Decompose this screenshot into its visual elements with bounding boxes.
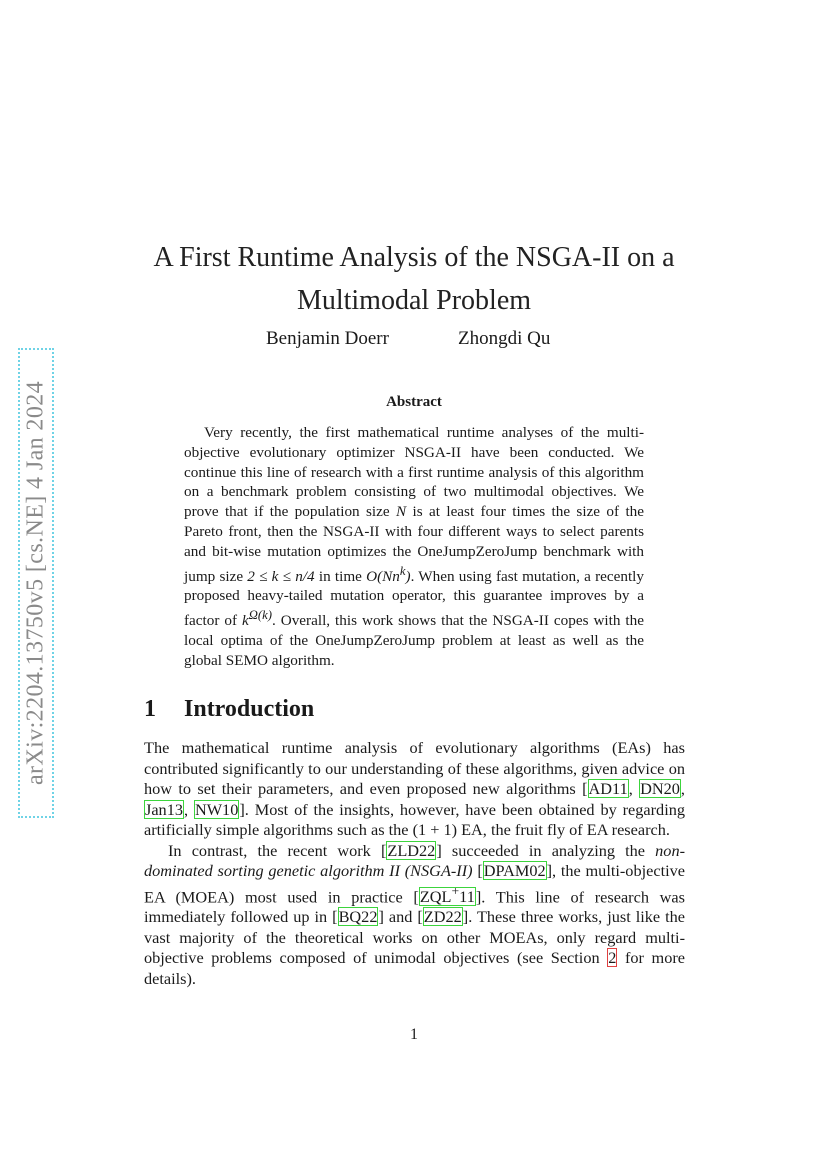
section-number: 1 xyxy=(144,696,156,722)
title-line-2: Multimodal Problem xyxy=(296,285,532,316)
citation-link[interactable]: ZD22 xyxy=(423,907,462,927)
section-title: Introduction xyxy=(184,696,315,722)
author-name: Benjamin Doerr xyxy=(266,328,389,349)
arxiv-identifier-stamp[interactable] xyxy=(18,348,54,818)
body-text xyxy=(144,738,685,989)
title-line-1: A First Runtime Analysis of the NSGA-II on a xyxy=(153,242,675,273)
abstract-heading: Abstract xyxy=(386,394,442,410)
math-population-size: N xyxy=(396,503,407,521)
math-jump-size: 2 ≤ k ≤ n/4 xyxy=(247,567,315,585)
citation-link[interactable]: AD11 xyxy=(588,779,628,798)
abstract-text: Very recently, the first mathematical runtime analyses of the multi-objective evolutionary optimizer NSGA-II have been conducted. We continue this line of research with a first runtime analysis of this algorithm on a benchmark problem consisting of two multimodal objectives. We prove that if the population size N is at least four times the size of the Pareto front, then the NSGA-II with four different ways to select parents and bit-wise mutation optimizes the OneJumpZeroJump benchmark with jump size 2 ≤ k ≤ n/4 in time O(Nn$^k$). When using fast mutation, a recently proposed heavy-tailed mutation operator, this guarantee improves by a factor of $k^{\Omega(k)}$. Overall, this work shows that the NSGA-II copes with the local optima of the OneJumpZeroJump problem at least as well as the global SEMO algorithm. xyxy=(184,424,644,669)
author-name: Zhongdi Qu xyxy=(458,328,551,349)
paragraph: The mathematical runtime analysis of evolutionary algorithms (EAs) has contributed significantly to our understanding of these algorithms, given advice on how to set their parameters, and even proposed new algorithms [AD11, DN20, Jan13, NW10]. Most of the insights, however, have been obtained by regarding artificially simple algorithms such as the (1 + 1) EA, the fruit fly of EA research. xyxy=(144,738,685,839)
math-improvement-factor: $k^{\Omega(k)}$ xyxy=(242,608,272,630)
paper-title xyxy=(110,236,718,322)
citation-link[interactable]: DN20 xyxy=(640,779,680,798)
paragraph: In contrast, the recent work [ZLD22] succeeded in analyzing the non-dominated sorting genetic algorithm II (NSGA-II) [DPAM02], the multi-objective EA (MOEA) most used in practice [ZQL+11]. This line of research was immediately followed up in [BQ22] and [ZD22]. These three works, just like the vast majority of the theoretical works on other MOEAs, only regard multi-objective problems composed of unimodal objectives (see Section 2 for more details). xyxy=(144,840,685,988)
section-reference-link[interactable]: 2 xyxy=(608,948,617,968)
citation-link[interactable]: DPAM02 xyxy=(483,861,546,880)
section-heading xyxy=(144,696,314,723)
citation-link[interactable]: ZQL+11 xyxy=(419,883,475,906)
math-runtime: O(Nn$^k$) xyxy=(366,563,411,585)
page-number: 1 xyxy=(410,1026,418,1043)
emphasis-text: non-dominated sorting genetic algorithm II (NSGA-II) xyxy=(144,840,685,880)
citation-link[interactable]: BQ22 xyxy=(338,907,378,927)
arxiv-identifier: arXiv:2204.13750v5 [cs.NE] 4 Jan 2024 xyxy=(22,380,49,786)
citation-link[interactable]: ZLD22 xyxy=(387,840,436,860)
citation-link[interactable]: Jan13 xyxy=(145,799,183,819)
citation-link[interactable]: NW10 xyxy=(194,799,239,819)
